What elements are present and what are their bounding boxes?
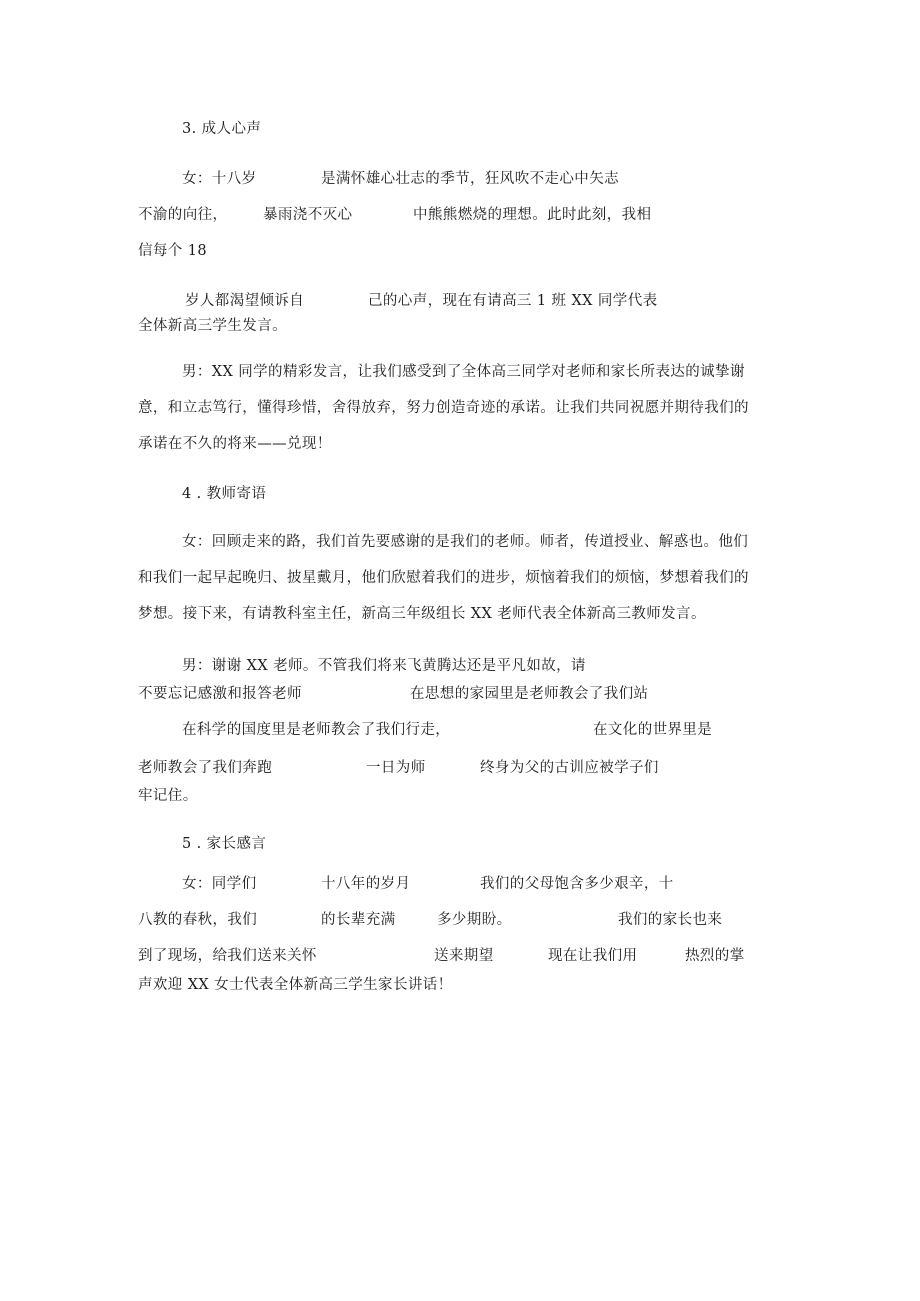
s3-female-line2-a: 不渝的向往， xyxy=(138,207,228,223)
s3-female-line1-a: 女：十八岁 xyxy=(182,171,257,187)
s4-male-line4-b: 一日为师 xyxy=(366,760,426,776)
s5-female-line2-a: 八教的春秋，我们 xyxy=(138,912,258,928)
s3-male-line2: 意，和立志笃行，懂得珍惜，舍得放弃，努力创造奇迹的承诺。让我们共同祝愿并期待我们的 xyxy=(138,400,749,416)
s3-female-line3: 信每个 18 xyxy=(138,243,207,259)
s3-female-line5: 全体新高三学生发言。 xyxy=(138,318,287,334)
s4-female-line1: 女：回顾走来的路，我们首先要感谢的是我们的老师。师者，传道授业、解惑也。他们 xyxy=(182,534,749,550)
s4-male-line1: 男：谢谢 XX 老师。不管我们将来飞黄腾达还是平凡如故，请 xyxy=(182,658,586,674)
s3-female-line1-b: 是满怀雄心壮志的季节，狂风吹不走心中矢志 xyxy=(321,171,619,187)
s4-male-line4-a: 老师教会了我们奔跑 xyxy=(138,760,273,776)
s4-male-line2-b: 在思想的家园里是老师教会了我们站 xyxy=(410,686,649,702)
s5-female-line2-d: 我们的家长也来 xyxy=(618,912,723,928)
s3-male-line1: 男：XX 同学的精彩发言，让我们感受到了全体高三同学对老师和家长所表达的诚挚谢 xyxy=(182,364,745,380)
s3-male-line3: 承诺在不久的将来——兑现！ xyxy=(138,436,332,452)
s5-female-line1-b: 十八年的岁月 xyxy=(321,876,411,892)
s5-female-line1-a: 女：同学们 xyxy=(182,876,257,892)
s4-male-line4-c: 终身为父的古训应被学子们 xyxy=(480,760,659,776)
s4-male-line3-b: 在文化的世界里是 xyxy=(593,722,713,738)
s3-female-line4-b: 己的心声，现在有请高三 1 班 XX 同学代表 xyxy=(368,293,658,309)
s5-female-line3-b: 送来期望 xyxy=(434,948,494,964)
s4-male-line3-a: 在科学的国度里是老师教会了我们行走， xyxy=(182,722,451,738)
s5-female-line3-c: 现在让我们用 xyxy=(548,948,638,964)
s5-female-line1-c: 我们的父母饱含多少艰辛，十 xyxy=(480,876,674,892)
s5-female-line3-d: 热烈的掌 xyxy=(685,948,745,964)
s4-female-line2: 和我们一起早起晚归、披星戴月，他们欣慰着我们的进步，烦恼着我们的烦恼，梦想着我们的 xyxy=(138,570,749,586)
section-5-heading: 5 . 家长感言 xyxy=(182,836,267,852)
s4-male-line2-a: 不要忘记感激和报答老师 xyxy=(138,686,302,702)
s3-female-line2-b: 暴雨浇不灭心 xyxy=(263,207,353,223)
section-3-heading: 3. 成人心声 xyxy=(182,121,262,137)
s5-female-line2-c: 多少期盼。 xyxy=(437,912,512,928)
s5-female-line3-a: 到了现场，给我们送来关怀 xyxy=(138,948,317,964)
s5-female-line2-b: 的长辈充满 xyxy=(321,912,396,928)
s4-male-line5: 牢记住。 xyxy=(138,788,198,804)
s3-female-line2-c: 中熊熊燃烧的理想。此时此刻，我相 xyxy=(413,207,652,223)
s3-female-line4-a: 岁人都渴望倾诉自 xyxy=(185,293,305,309)
section-4-heading: 4 . 教师寄语 xyxy=(182,486,267,502)
s4-female-line3: 梦想。接下来，有请教科室主任，新高三年级组长 XX 老师代表全体新高三教师发言。 xyxy=(138,606,706,622)
s5-female-line4: 声欢迎 XX 女士代表全体新高三学生家长讲话！ xyxy=(138,977,453,993)
